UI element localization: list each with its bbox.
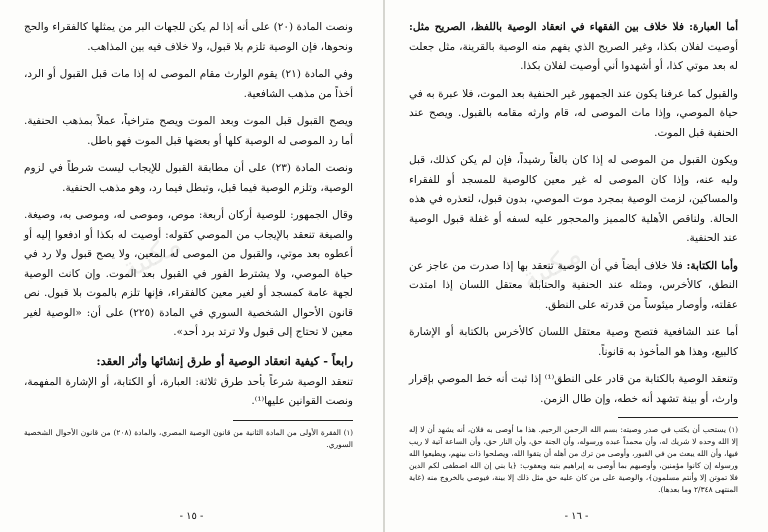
paragraph-guardian: ويكون القبول من الموصى له إذا كان بالغاً رشيداً، فإن لم يكن كذلك، قبل وليه عنه، وإذا كان الموصى له غير معين كالوصية للمسجد أو للفقراء والمساكين، لزمت الوصية بمجرد موت الموصي، بدون قبول، لتعذره في هذه الحالة. ولناقص الأهلية كالمميز والمحجور عليه لسفه أو غفلة قبول الوصية عند الحنفية. [409, 154, 738, 244]
paragraph-expression-lead: أما العبارة: فلا خلاف بين الفقهاء في انعقاد الوصية باللفظ، الصريح مثل: [409, 21, 738, 33]
paragraph-5: وقال الجمهور: للوصية أركان أربعة: موص، وموصى له، وموصى به، وصيغة. والصيغة تنعقد بالإيجاب من الموصي كقوله: أوصيت له بكذا أو ادفعوا إليه أو أعطوه بعد موتي، والقبول من الموصى له المعين، ولا يصح قبول ولا رد في حياة الموصي، ولا يشترط الفور في القبول بعد الموت. وإن كانت الوصية لجهة عامة كمسجد أو لغير معين كالفقراء، فإنها تلزم بالموت بلا قبول. نص قانون الأحوال الشخصية السوري في المادة (٢٢٥) على أن: «الوصية لغير معين لا تحتاج إلى قبول ولا ترتد برد أحد». [24, 209, 353, 338]
watermark-right: مكتبة [515, 237, 587, 296]
paragraph-4: ونصت المادة (٢٣) على أن مطابقة القبول للإيجاب ليست شرطاً في لزوم الوصية، وتلزم الوصية فيما قبل، وتبطل فيما رد، وهو مذهب الحنفية. [24, 162, 353, 194]
section-heading: رابعاً - كيفية انعقاد الوصية أو طرق إنشائها وأثر العقد: [96, 353, 353, 368]
page-16 [385, 0, 768, 532]
paragraph-acceptance: والقبول كما عرفنا يكون عند الجمهور غير الحنفية بعد الموت، فلا عبرة به في حياة الموصي، وإذا مات الموصى له، قام وارثه مقامه بالقبول. ويصح عند الحنفية قبل الموت. [409, 87, 738, 139]
paragraph-1: ونصت المادة (٢٠) على أنه إذا لم يكن للجهات البر من يمثلها كالفقراء والحج ونحوها، فإن الوصية تلزم بلا قبول، ولا خلاف فيه بين المذاهب. [24, 21, 353, 53]
paragraph-written-will: وتنعقد الوصية بالكتابة من قادر على النطق⁽¹⁾ إذا ثبت أنه خط الموصي بإقرار وارث، أو بينة تشهد أنه خطه، وإن طال الزمن. [409, 373, 738, 405]
footnote-text: الفقرة الأولى من المادة الثانية من قانون الوصية المصري، والمادة (٢٠٨) من قانون الأحوال الشخصية السوري. [24, 427, 353, 449]
paragraph-2: وفي المادة (٢١) يقوم الوارث مقام الموصى له إذا مات قبل القبول أو الرد، أخذاً من مذهب الشافعية. [24, 68, 353, 100]
paragraph-writing [409, 257, 738, 316]
paragraph-writing-lead: وأما الكتابة: [686, 259, 738, 272]
paragraph-3: ويصح القبول قبل الموت وبعد الموت ويصح متراخياً، عملاً بمذهب الحنفية. أما رد الموصى له الوصية كلها أو بعضها قبل الموت فهو باطل. [24, 115, 353, 147]
paragraph-expression-rest: أوصيت لفلان بكذا، وغير الصريح الذي يفهم منه الوصية بالقرينة، مثل جعلت له بعد موتي كذا، أو أشهدوا أني أوصيت لفلان بكذا. [409, 40, 738, 72]
footnote [409, 424, 738, 496]
footnote-number: (١) [343, 428, 353, 437]
footnote-rule [618, 417, 738, 418]
footnote-text: يستحب أن يكتب في صدر وصيته: بسم الله الرحمن الرحيم. هذا ما أوصى به فلان، أنه يشهد أن لا إله إلا الله وحده لا شريك له، وأن محمداً عبده ورسوله، وأن الجنة حق، وأن النار حق، وأن الساعة آتية لا ريب فيها، وأن الله يبعث من في القبور، وأوصى من ترك من أهله أن يتقوا الله، ويصلحوا ذات بينهم، ويطيعوا الله ورسوله إن كانوا مؤمنين، وأوصيهم بما أوصى به إبراهيم بنيه ويعقوب: ﴿يا بني إن الله اصطفى لكم الدين فلا تموتن إلا وأنتم مسلمون﴾، والوصية على من كان عليه حق مثل ذلك إلا بينة، فيوصي بالخروج منه (غاية المنتهى ٢/٣٤٨ وما بعدها). [409, 425, 738, 494]
page-number: - ١٦ - [564, 511, 589, 522]
watermark-left: مكتبة [115, 227, 187, 286]
paragraph-writing-rest: فلا خلاف أيضاً في أن الوصية تنعقد بها إذا صدرت من عاجز عن النطق، كالأخرس، ومثله عند الحنفية والحنابلة معتقل اللسان إذا امتدت عقلته، وأوصار ميئوساً من قدرته على النطق. [409, 259, 738, 311]
footnote-number: (١) [728, 426, 738, 434]
paragraph-expression [409, 18, 738, 77]
footnote [24, 427, 353, 451]
footnote-rule [233, 420, 353, 421]
closing-paragraph: تنعقد الوصية شرعاً بأحد طرق ثلاثة: العبارة، أو الكتابة، أو الإشارة المفهمة، ونصت القوانين عليها⁽¹⁾. [24, 375, 353, 407]
page-number: - ١٥ - [179, 511, 204, 522]
paragraph-shafii: أما عند الشافعية فتصح وصية معتقل اللسان كالأخرس بالكتابة أو الإشارة كالبيع، وهذا هو المأخوذ به قانوناً. [409, 326, 738, 358]
page-15 [0, 0, 383, 532]
